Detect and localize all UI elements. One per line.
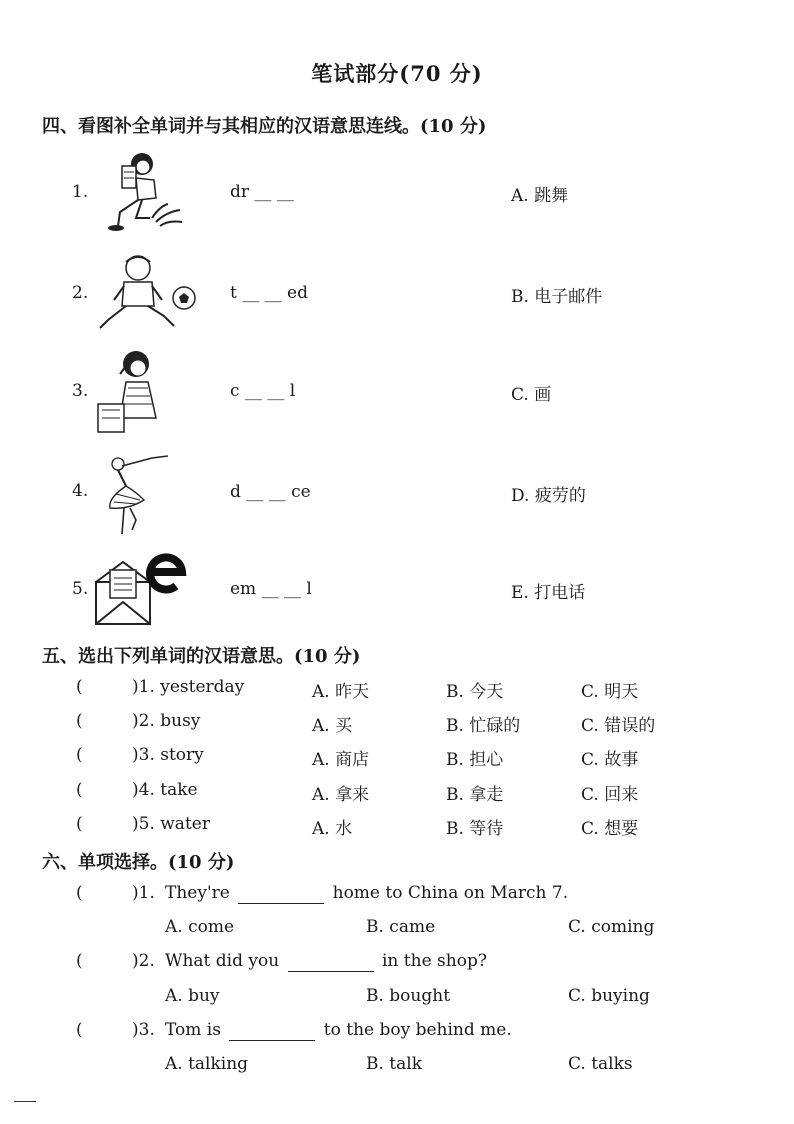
item-number: 3. bbox=[72, 381, 89, 401]
option-c: C. 错误的 bbox=[581, 716, 656, 736]
option-c: C. 想要 bbox=[581, 819, 639, 839]
answer-paren[interactable]: ( bbox=[76, 745, 83, 765]
option-a: A. talking bbox=[165, 1054, 249, 1074]
question-word: )5. water bbox=[132, 814, 210, 834]
option-a: A. 水 bbox=[312, 819, 353, 839]
stem-text: to the boy behind me. bbox=[323, 1020, 512, 1040]
question-stem bbox=[165, 1020, 512, 1041]
option-a: A. 昨天 bbox=[312, 682, 370, 702]
option-c: C. talks bbox=[568, 1054, 633, 1074]
option-c: C. 回来 bbox=[581, 785, 639, 805]
option-b: B. 担心 bbox=[446, 750, 504, 770]
ballet-dancer-picture bbox=[96, 450, 172, 538]
question-word: )4. take bbox=[132, 780, 198, 800]
option-a: A. 拿来 bbox=[312, 785, 370, 805]
question-word: )1. yesterday bbox=[132, 677, 245, 697]
question-word: )2. busy bbox=[132, 711, 201, 731]
question-stem bbox=[165, 883, 568, 904]
option-b: B. came bbox=[366, 917, 436, 937]
tired-boy-with-ball-picture bbox=[96, 250, 200, 334]
question-number: )1. bbox=[132, 883, 155, 903]
answer-paren[interactable]: ( bbox=[76, 883, 83, 903]
option-a: A. come bbox=[165, 917, 235, 937]
option-b: B. 今天 bbox=[446, 682, 504, 702]
answer-paren[interactable]: ( bbox=[76, 780, 83, 800]
question-word: )3. story bbox=[132, 745, 204, 765]
option-c: C. coming bbox=[568, 917, 655, 937]
meaning-option: D. 疲劳的 bbox=[511, 486, 586, 506]
stem-text: in the shop? bbox=[382, 951, 487, 971]
stem-text: What did you bbox=[165, 951, 280, 971]
option-b: B. 等待 bbox=[446, 819, 504, 839]
item-number: 2. bbox=[72, 283, 89, 303]
email-envelope-picture bbox=[94, 548, 190, 628]
meaning-option: C. 画 bbox=[511, 385, 552, 405]
word-blank: c __ __ l bbox=[230, 381, 296, 401]
meaning-option: B. 电子邮件 bbox=[511, 287, 603, 307]
answer-paren[interactable]: ( bbox=[76, 814, 83, 834]
word-blank: d __ __ ce bbox=[230, 482, 311, 502]
option-a: A. 买 bbox=[312, 716, 353, 736]
girl-drawing-picture bbox=[96, 148, 188, 236]
answer-paren[interactable]: ( bbox=[76, 1020, 83, 1040]
stem-text: Tom is bbox=[165, 1020, 221, 1040]
answer-blank[interactable] bbox=[229, 1020, 315, 1041]
option-c: C. 故事 bbox=[581, 750, 639, 770]
question-number: )2. bbox=[132, 951, 155, 971]
answer-paren[interactable]: ( bbox=[76, 951, 83, 971]
item-number: 4. bbox=[72, 481, 89, 501]
section-6-heading: 六、单项选择。(10 分) bbox=[42, 852, 235, 873]
answer-blank[interactable] bbox=[288, 951, 374, 972]
option-b: B. talk bbox=[366, 1054, 423, 1074]
answer-blank[interactable] bbox=[238, 883, 324, 904]
option-c: C. buying bbox=[568, 986, 650, 1006]
question-number: )3. bbox=[132, 1020, 155, 1040]
option-c: C. 明天 bbox=[581, 682, 639, 702]
word-blank: em __ __ l bbox=[230, 579, 312, 599]
stem-text: They're bbox=[165, 883, 230, 903]
section-4-heading: 四、看图补全单词并与其相应的汉语意思连线。(10 分) bbox=[42, 116, 487, 137]
meaning-option: A. 跳舞 bbox=[511, 186, 569, 206]
option-a: A. 商店 bbox=[312, 750, 370, 770]
meaning-option: E. 打电话 bbox=[511, 583, 586, 603]
item-number: 5. bbox=[72, 579, 89, 599]
answer-paren[interactable]: ( bbox=[76, 711, 83, 731]
item-number: 1. bbox=[72, 182, 89, 202]
option-b: B. bought bbox=[366, 986, 451, 1006]
option-b: B. 忙碌的 bbox=[446, 716, 521, 736]
word-blank: dr __ __ bbox=[230, 182, 294, 202]
option-b: B. 拿走 bbox=[446, 785, 504, 805]
option-a: A. buy bbox=[165, 986, 220, 1006]
section-5-heading: 五、选出下列单词的汉语意思。(10 分) bbox=[42, 646, 361, 667]
answer-paren[interactable]: ( bbox=[76, 677, 83, 697]
girl-on-phone-picture bbox=[96, 348, 172, 434]
question-stem bbox=[165, 951, 487, 972]
page-title: 笔试部分(70 分) bbox=[311, 61, 483, 86]
page-corner-rule bbox=[14, 1101, 36, 1102]
word-blank: t __ __ ed bbox=[230, 283, 308, 303]
stem-text: home to China on March 7. bbox=[332, 883, 569, 903]
